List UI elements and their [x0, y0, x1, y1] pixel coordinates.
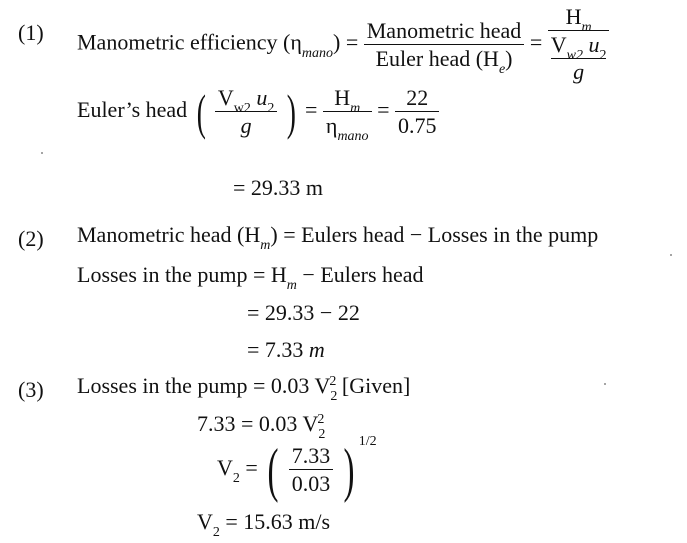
eq2-fraction-numeric: $\frac{22}{0.75}$ — [395, 87, 440, 137]
eq2-result: = 29.33 m — [233, 175, 324, 200]
right-paren: ) — [343, 437, 355, 503]
scan-speck — [670, 254, 672, 256]
step-marker-2: (2) — [18, 226, 44, 251]
equation-euler-head — [77, 84, 439, 144]
scan-speck — [41, 152, 43, 154]
step3-fraction: $\frac{7.33}{0.03}$ — [289, 445, 334, 495]
eq1-frac-num: Manometric head — [364, 20, 525, 45]
step-marker-1: (1) — [18, 20, 44, 45]
eq2-label: Euler’s head — [77, 97, 188, 123]
step2-line3: = 29.33 − 22 — [247, 300, 360, 325]
step2-line2: Losses in the pump = $H_m$ − Eulers head — [77, 262, 424, 293]
eq2-inner-fraction: $\frac{V_{w2} u_2}{g}$ — [215, 87, 278, 137]
right-paren: ) — [286, 84, 296, 140]
left-paren: ( — [196, 84, 206, 140]
eq2-equals-2: = — [377, 97, 390, 123]
eq1-fraction-heads — [364, 17, 525, 77]
step3-line3: $V_2$ = ( $\frac{7.33}{0.03}$ ) $^{1/2}$ — [217, 434, 377, 503]
equation-manometric-efficiency — [77, 6, 609, 83]
step3-line4: $V_2 = 15.63$ m/s — [197, 509, 331, 540]
eq2-equals-1: = — [305, 97, 318, 123]
eq1-fraction-hm — [548, 6, 610, 83]
step3-line1: Losses in the pump = 0.03 $V_2^2$ [Given] — [77, 373, 411, 404]
eq1-lhs-sub: mano — [301, 45, 334, 61]
eq1-lhs: Manometric efficiency (η — [77, 29, 302, 55]
eq1-equals: = — [529, 29, 543, 55]
step3-line2: 7.33 = 0.03 $V_2^2$ — [197, 411, 326, 442]
eq1-lhs-close: ) = — [333, 29, 359, 55]
step3-exponent: 1/2 — [358, 434, 377, 450]
eq2-fraction-hm-eta: $\frac{H_m}{\eta_{mano}}$ — [323, 87, 372, 137]
eq1-frac-den: Euler head $(H_e)$ — [375, 45, 513, 77]
eq1-frac2-num: $H_m$ — [565, 4, 592, 35]
step2-line4: = 7.33 m — [247, 337, 325, 362]
step2-line1: Manometric head $(H_m)$ = Eulers head − Losses in the pump — [77, 222, 599, 253]
eq1-frac2-den: $V_{w2}$ $u_2$ g — [548, 30, 610, 83]
step-marker-3: (3) — [18, 377, 44, 402]
left-paren: ( — [267, 437, 279, 503]
scan-speck — [604, 383, 606, 385]
